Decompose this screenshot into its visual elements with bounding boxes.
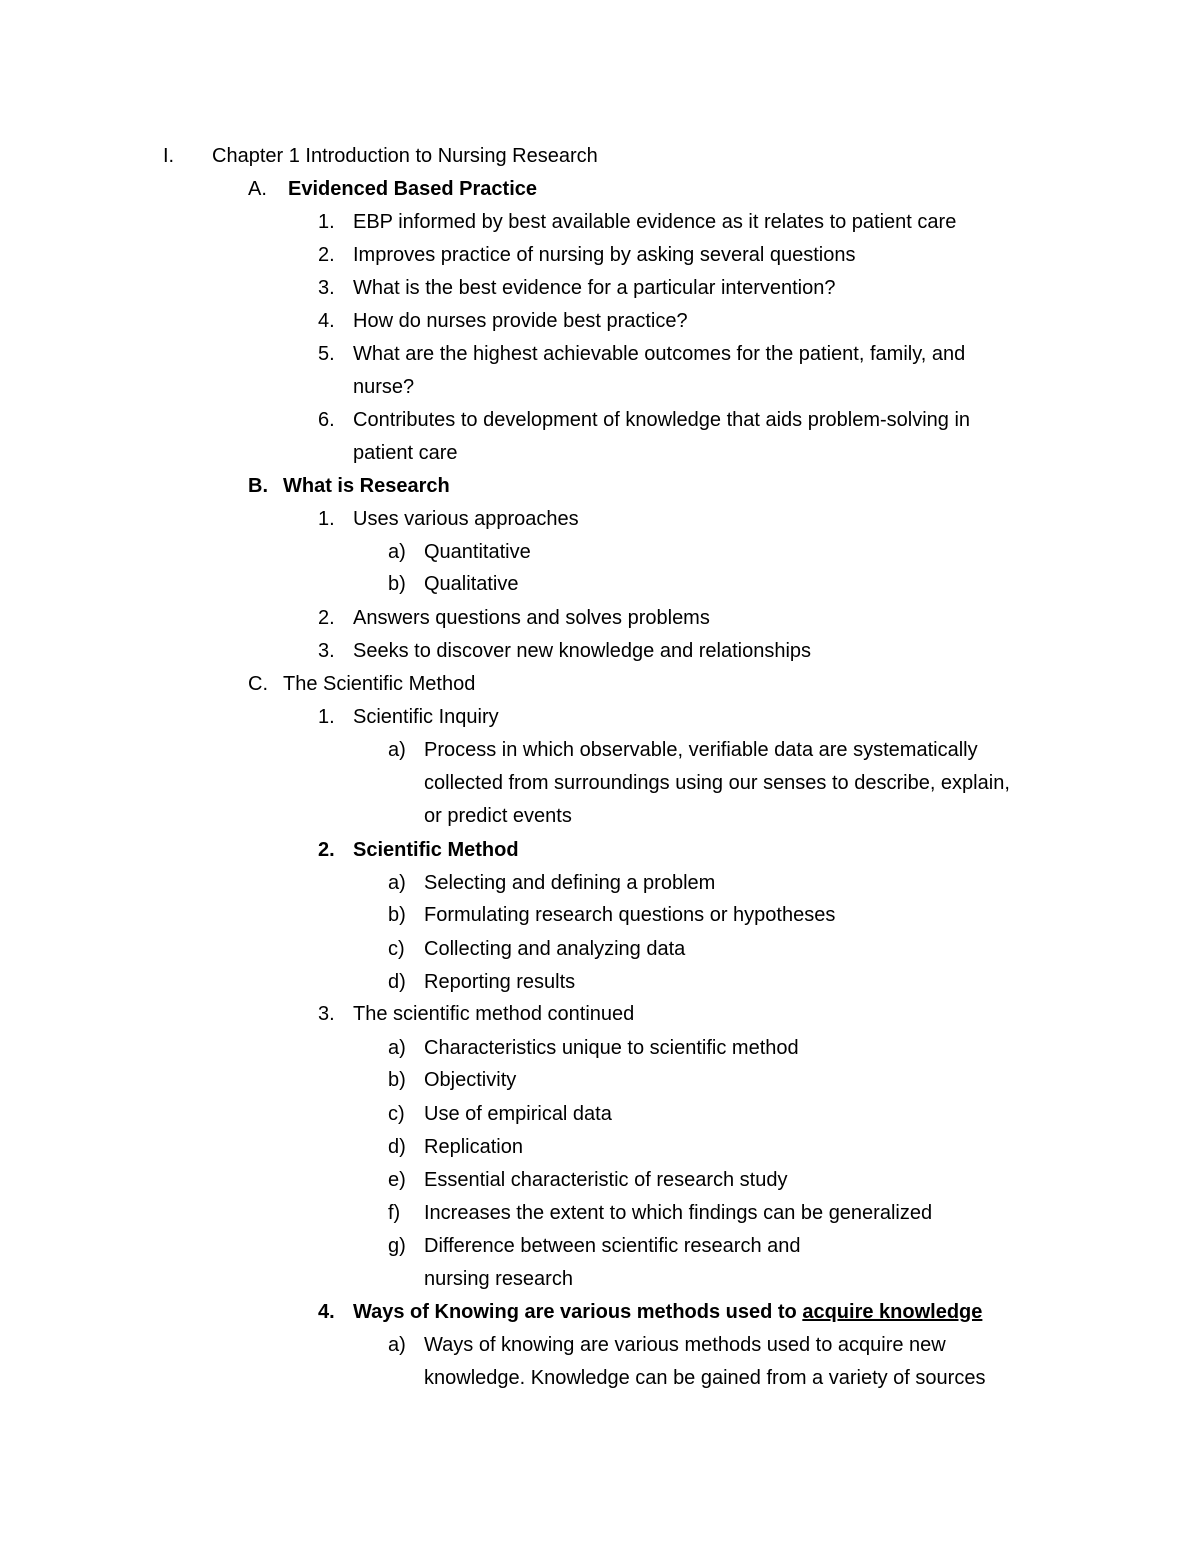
sub-item-marker: a) (388, 541, 406, 563)
sub-item-marker: b) (388, 904, 406, 926)
list-item-continuation (353, 437, 458, 470)
sub-item-marker: a) (388, 1037, 406, 1059)
item-text: Answers questions and solves problems (353, 607, 710, 629)
sub-item-text: Use of empirical data (424, 1103, 612, 1125)
list-item (318, 404, 970, 437)
item-marker: 1. (318, 706, 335, 728)
sub-item-text: or predict events (424, 805, 572, 827)
sub-item-marker: c) (388, 1103, 405, 1125)
item-marker: 2. (318, 607, 335, 629)
list-item (318, 305, 688, 338)
item-text: Improves practice of nursing by asking several questions (353, 244, 856, 266)
item-marker: 5. (318, 343, 335, 365)
section-a-heading (248, 173, 537, 206)
sub-list-item (388, 1064, 516, 1097)
sub-list-item-continuation (424, 1362, 985, 1395)
sub-item-marker: b) (388, 1069, 406, 1091)
sub-item-marker: a) (388, 1334, 406, 1356)
item-marker: 3. (318, 1003, 335, 1025)
section-c-heading (248, 668, 475, 701)
list-item (318, 272, 835, 305)
list-item (318, 503, 579, 536)
sub-list-item (388, 867, 715, 900)
item-text: Uses various approaches (353, 508, 579, 530)
sub-item-text: Process in which observable, verifiable data are systematically (424, 739, 978, 761)
sub-item-text: Increases the extent to which findings can be generalized (424, 1202, 933, 1224)
sub-item-marker: d) (388, 1136, 406, 1158)
sub-item-text: Objectivity (424, 1069, 517, 1091)
item-text: What is the best evidence for a particular intervention? (353, 277, 836, 299)
list-item (318, 206, 956, 239)
item-text: What are the highest achievable outcomes for the patient, family, and (353, 343, 966, 365)
chapter-title: Chapter 1 Introduction to Nursing Research (212, 145, 598, 167)
sub-item-text: Formulating research questions or hypotheses (424, 904, 836, 926)
list-item (318, 635, 811, 668)
sub-list-item (388, 1164, 788, 1197)
item-marker: 1. (318, 508, 335, 530)
item-text: Scientific Inquiry (353, 706, 499, 728)
sub-list-item (388, 966, 575, 999)
sub-item-text: Reporting results (424, 971, 576, 993)
sub-item-text: Collecting and analyzing data (424, 938, 686, 960)
sub-list-item (388, 1032, 799, 1065)
section-a-title: Evidenced Based Practice (288, 178, 538, 200)
sub-item-text: Difference between scientific research and (424, 1235, 801, 1257)
sub-list-item (388, 1329, 946, 1362)
sub-item-text: nursing research (424, 1268, 573, 1290)
sub-item-text: Quantitative (424, 541, 531, 563)
item-text: EBP informed by best available evidence as it relates to patient care (353, 211, 957, 233)
section-a-marker: A. (248, 178, 267, 200)
list-item (318, 239, 855, 272)
item-marker: 4. (318, 1301, 335, 1323)
sub-item-marker: g) (388, 1235, 406, 1257)
section-c-marker: C. (248, 673, 268, 695)
list-item (318, 998, 634, 1031)
item-text: Scientific Method (353, 839, 519, 861)
sub-item-text: Ways of knowing are various methods used to acquire new (424, 1334, 946, 1356)
item-text: Ways of Knowing are various methods used to (353, 1301, 803, 1323)
list-item (318, 338, 965, 371)
sub-item-marker: b) (388, 573, 406, 595)
chapter-heading (163, 140, 598, 173)
item-text: Seeks to discover new knowledge and relationships (353, 640, 812, 662)
sub-list-item (388, 1230, 801, 1263)
item-marker: 6. (318, 409, 335, 431)
list-item (318, 834, 519, 867)
sub-item-marker: a) (388, 739, 406, 761)
section-b-title: What is Research (283, 475, 450, 497)
sub-list-item (388, 568, 519, 601)
sub-list-item-continuation (424, 767, 1010, 800)
sub-item-text: Replication (424, 1136, 523, 1158)
sub-list-item-continuation (424, 800, 572, 833)
item-marker: 4. (318, 310, 335, 332)
sub-item-text: Qualitative (424, 573, 519, 595)
sub-item-marker: f) (388, 1202, 401, 1224)
section-c-title: The Scientific Method (283, 673, 476, 695)
sub-item-text: knowledge. Knowledge can be gained from a variety of sources (424, 1367, 986, 1389)
sub-item-marker: a) (388, 872, 406, 894)
item-marker: 2. (318, 839, 335, 861)
item-marker: 3. (318, 277, 335, 299)
item-marker: 2. (318, 244, 335, 266)
list-item (318, 701, 499, 734)
item-marker: 3. (318, 640, 335, 662)
sub-item-marker: c) (388, 938, 405, 960)
sub-item-text: Essential characteristic of research study (424, 1169, 788, 1191)
section-b-heading (248, 470, 450, 503)
item-text: Contributes to development of knowledge that aids problem-solving in (353, 409, 971, 431)
chapter-marker: I. (163, 145, 175, 167)
sub-item-marker: e) (388, 1169, 406, 1191)
list-item (318, 1296, 982, 1329)
sub-list-item-continuation (424, 1263, 573, 1296)
item-text: How do nurses provide best practice? (353, 310, 688, 332)
sub-list-item (388, 1098, 612, 1131)
item-text: nurse? (353, 376, 415, 398)
sub-item-marker: d) (388, 971, 406, 993)
sub-list-item (388, 899, 835, 932)
item-text: The scientific method continued (353, 1003, 635, 1025)
item-marker: 1. (318, 211, 335, 233)
sub-list-item (388, 1197, 932, 1230)
list-item-continuation (353, 371, 414, 404)
list-item (318, 602, 710, 635)
item-text-underlined: acquire knowledge (802, 1301, 983, 1323)
sub-list-item (388, 536, 531, 569)
sub-item-text: collected from surroundings using our senses to describe, explain, (424, 772, 1010, 794)
item-text: patient care (353, 442, 458, 464)
sub-list-item (388, 933, 685, 966)
sub-list-item (388, 734, 978, 767)
sub-item-text: Characteristics unique to scientific method (424, 1037, 799, 1059)
sub-list-item (388, 1131, 523, 1164)
section-b-marker: B. (248, 475, 268, 497)
sub-item-text: Selecting and defining a problem (424, 872, 716, 894)
